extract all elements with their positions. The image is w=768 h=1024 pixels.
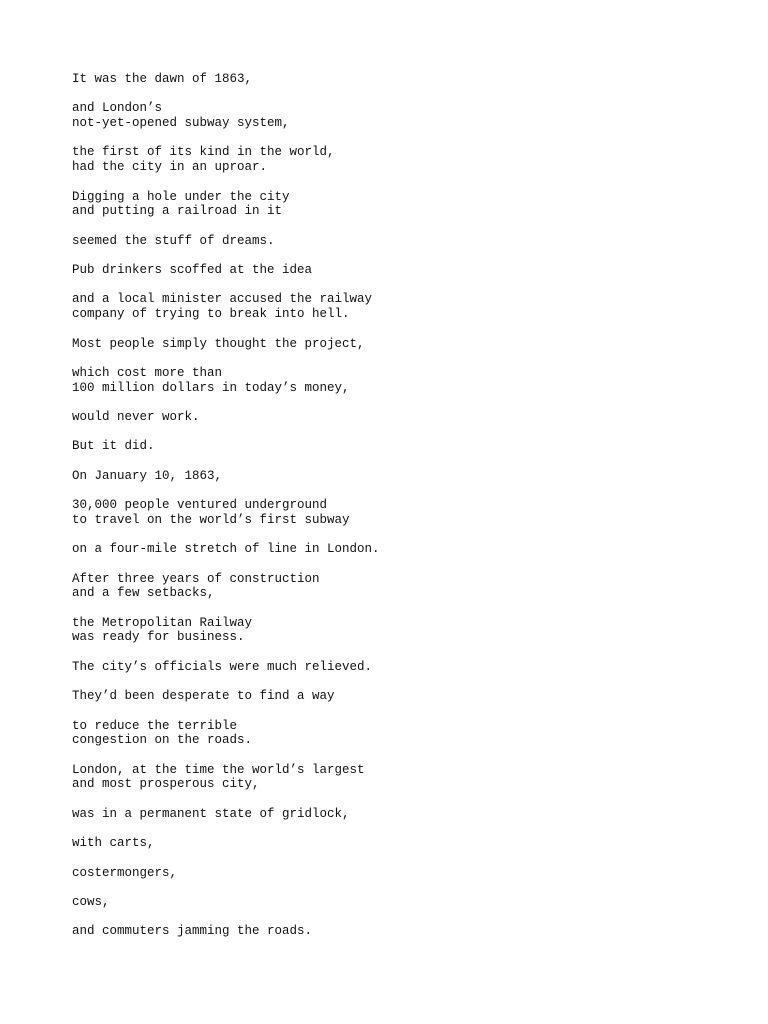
- stanza: [72, 263, 712, 278]
- text-line: and London’s: [72, 101, 163, 116]
- stanza: [72, 807, 712, 822]
- stanza: [72, 145, 712, 174]
- text-line: not-yet-opened subway system,: [72, 116, 290, 131]
- stanza: [72, 469, 712, 484]
- text-line: the first of its kind in the world,: [72, 145, 335, 160]
- stanza: [72, 719, 712, 748]
- stanza: [72, 616, 712, 645]
- text-line: costermongers,: [72, 865, 178, 880]
- stanza: [72, 498, 712, 527]
- text-line: After three years of construction: [72, 571, 320, 586]
- stanza: [72, 660, 712, 675]
- document-body: [72, 72, 712, 954]
- text-line: and commuters jamming the roads.: [72, 924, 313, 939]
- text-line: seemed the stuff of dreams.: [72, 233, 275, 248]
- text-line: to travel on the world’s first subway: [72, 512, 350, 527]
- text-line: cows,: [72, 895, 110, 910]
- text-line: was ready for business.: [72, 630, 245, 645]
- stanza: [72, 101, 712, 130]
- text-line: to reduce the terrible: [72, 718, 238, 733]
- text-line: 100 million dollars in today’s money,: [72, 380, 350, 395]
- text-line: the Metropolitan Railway: [72, 615, 253, 630]
- text-line: London, at the time the world’s largest: [72, 762, 365, 777]
- text-line: 30,000 people ventured underground: [72, 498, 328, 513]
- text-line: on a four-mile stretch of line in London.: [72, 542, 380, 557]
- text-line: company of trying to break into hell.: [72, 307, 350, 322]
- text-line: and a few setbacks,: [72, 586, 215, 601]
- text-line: with carts,: [72, 836, 155, 851]
- stanza: [72, 689, 712, 704]
- stanza: [72, 72, 712, 87]
- text-line: On January 10, 1863,: [72, 468, 223, 483]
- text-line: would never work.: [72, 410, 200, 425]
- stanza: [72, 292, 712, 321]
- text-line: and most prosperous city,: [72, 777, 260, 792]
- stanza: [72, 366, 712, 395]
- stanza: [72, 337, 712, 352]
- text-line: The city’s officials were much relieved.: [72, 659, 373, 674]
- stanza: [72, 763, 712, 792]
- text-line: had the city in an uproar.: [72, 160, 268, 175]
- stanza: [72, 410, 712, 425]
- text-line: But it did.: [72, 439, 155, 454]
- text-line: Most people simply thought the project,: [72, 336, 365, 351]
- text-line: congestion on the roads.: [72, 733, 253, 748]
- text-line: They’d been desperate to find a way: [72, 689, 335, 704]
- stanza: [72, 866, 712, 881]
- text-line: Pub drinkers scoffed at the idea: [72, 263, 313, 278]
- stanza: [72, 895, 712, 910]
- text-line: Digging a hole under the city: [72, 189, 290, 204]
- stanza: [72, 572, 712, 601]
- text-line: and putting a railroad in it: [72, 204, 283, 219]
- stanza: [72, 836, 712, 851]
- stanza: [72, 542, 712, 557]
- text-line: which cost more than: [72, 365, 223, 380]
- stanza: [72, 190, 712, 219]
- text-line: and a local minister accused the railway: [72, 292, 373, 307]
- stanza: [72, 234, 712, 249]
- stanza: [72, 924, 712, 939]
- stanza: [72, 439, 712, 454]
- text-line: was in a permanent state of gridlock,: [72, 806, 350, 821]
- text-line: It was the dawn of 1863,: [72, 72, 253, 86]
